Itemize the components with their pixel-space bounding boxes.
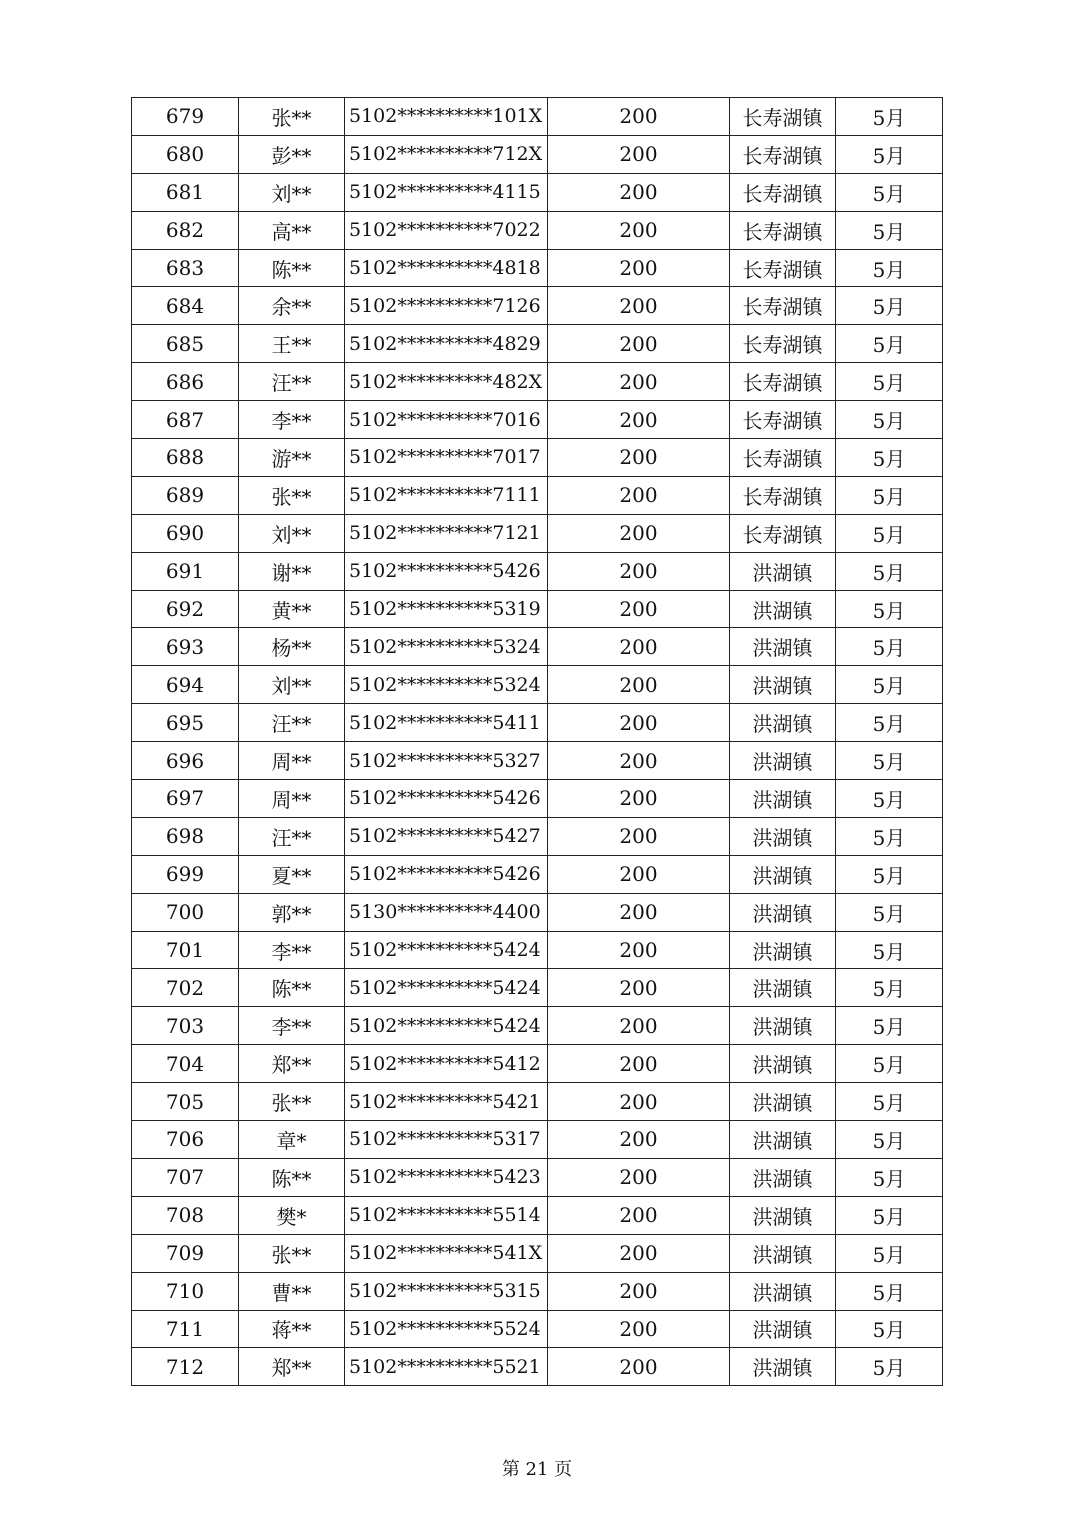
amount-cell: 200 <box>548 552 730 590</box>
id-number-cell: 5102**********5324 <box>345 666 548 704</box>
row-number-cell: 689 <box>132 476 239 514</box>
id-number-cell: 5102**********5423 <box>345 1158 548 1196</box>
month-cell: 5月 <box>836 1045 943 1083</box>
row-number-cell: 709 <box>132 1234 239 1272</box>
row-number-cell: 688 <box>132 439 239 477</box>
town-cell: 洪湖镇 <box>730 1272 836 1310</box>
amount-cell: 200 <box>548 666 730 704</box>
month-cell: 5月 <box>836 173 943 211</box>
row-number-cell: 693 <box>132 628 239 666</box>
name-cell: 张** <box>239 1234 345 1272</box>
amount-cell: 200 <box>548 98 730 136</box>
month-cell: 5月 <box>836 211 943 249</box>
month-cell: 5月 <box>836 1007 943 1045</box>
table-row <box>132 780 943 818</box>
id-number-cell: 5102**********7126 <box>345 287 548 325</box>
id-number-cell: 5102**********7017 <box>345 439 548 477</box>
row-number-cell: 682 <box>132 211 239 249</box>
name-cell: 周** <box>239 742 345 780</box>
row-number-cell: 698 <box>132 817 239 855</box>
id-number-cell: 5130**********4400 <box>345 893 548 931</box>
amount-cell: 200 <box>548 211 730 249</box>
month-cell: 5月 <box>836 931 943 969</box>
table-row <box>132 514 943 552</box>
month-cell: 5月 <box>836 855 943 893</box>
town-cell: 洪湖镇 <box>730 855 836 893</box>
id-number-cell: 5102**********4818 <box>345 249 548 287</box>
id-number-cell: 5102**********5327 <box>345 742 548 780</box>
name-cell: 刘** <box>239 514 345 552</box>
town-cell: 长寿湖镇 <box>730 476 836 514</box>
month-cell: 5月 <box>836 135 943 173</box>
id-number-cell: 5102**********712X <box>345 135 548 173</box>
id-number-cell: 5102**********5426 <box>345 552 548 590</box>
amount-cell: 200 <box>548 817 730 855</box>
id-number-cell: 5102**********5424 <box>345 969 548 1007</box>
town-cell: 洪湖镇 <box>730 817 836 855</box>
table-row <box>132 135 943 173</box>
name-cell: 樊* <box>239 1196 345 1234</box>
month-cell: 5月 <box>836 1348 943 1386</box>
table-row <box>132 1196 943 1234</box>
name-cell: 陈** <box>239 1158 345 1196</box>
amount-cell: 200 <box>548 1310 730 1348</box>
month-cell: 5月 <box>836 817 943 855</box>
row-number-cell: 683 <box>132 249 239 287</box>
row-number-cell: 695 <box>132 704 239 742</box>
table-row <box>132 1121 943 1159</box>
id-number-cell: 5102**********5319 <box>345 590 548 628</box>
name-cell: 余** <box>239 287 345 325</box>
name-cell: 陈** <box>239 969 345 1007</box>
month-cell: 5月 <box>836 1121 943 1159</box>
month-cell: 5月 <box>836 439 943 477</box>
id-number-cell: 5102**********5411 <box>345 704 548 742</box>
table-row <box>132 855 943 893</box>
name-cell: 张** <box>239 1083 345 1121</box>
town-cell: 洪湖镇 <box>730 1121 836 1159</box>
name-cell: 刘** <box>239 173 345 211</box>
month-cell: 5月 <box>836 552 943 590</box>
town-cell: 长寿湖镇 <box>730 325 836 363</box>
table-row <box>132 249 943 287</box>
id-number-cell: 5102**********5426 <box>345 855 548 893</box>
table-row <box>132 1007 943 1045</box>
row-number-cell: 690 <box>132 514 239 552</box>
id-number-cell: 5102**********7022 <box>345 211 548 249</box>
id-number-cell: 5102**********7111 <box>345 476 548 514</box>
town-cell: 长寿湖镇 <box>730 98 836 136</box>
amount-cell: 200 <box>548 893 730 931</box>
name-cell: 汪** <box>239 704 345 742</box>
town-cell: 洪湖镇 <box>730 1158 836 1196</box>
id-number-cell: 5102**********4829 <box>345 325 548 363</box>
name-cell: 章* <box>239 1121 345 1159</box>
table-row <box>132 325 943 363</box>
amount-cell: 200 <box>548 1121 730 1159</box>
month-cell: 5月 <box>836 249 943 287</box>
month-cell: 5月 <box>836 476 943 514</box>
row-number-cell: 700 <box>132 893 239 931</box>
town-cell: 长寿湖镇 <box>730 249 836 287</box>
month-cell: 5月 <box>836 666 943 704</box>
name-cell: 李** <box>239 931 345 969</box>
row-number-cell: 686 <box>132 363 239 401</box>
town-cell: 洪湖镇 <box>730 1348 836 1386</box>
id-number-cell: 5102**********5524 <box>345 1310 548 1348</box>
table-row <box>132 1348 943 1386</box>
town-cell: 洪湖镇 <box>730 969 836 1007</box>
month-cell: 5月 <box>836 325 943 363</box>
table-row <box>132 363 943 401</box>
name-cell: 汪** <box>239 363 345 401</box>
table-row <box>132 931 943 969</box>
id-number-cell: 5102**********5421 <box>345 1083 548 1121</box>
month-cell: 5月 <box>836 1158 943 1196</box>
name-cell: 夏** <box>239 855 345 893</box>
row-number-cell: 706 <box>132 1121 239 1159</box>
row-number-cell: 691 <box>132 552 239 590</box>
amount-cell: 200 <box>548 325 730 363</box>
row-number-cell: 707 <box>132 1158 239 1196</box>
name-cell: 游** <box>239 439 345 477</box>
town-cell: 长寿湖镇 <box>730 514 836 552</box>
name-cell: 杨** <box>239 628 345 666</box>
amount-cell: 200 <box>548 476 730 514</box>
id-number-cell: 5102**********5324 <box>345 628 548 666</box>
row-number-cell: 696 <box>132 742 239 780</box>
town-cell: 洪湖镇 <box>730 1234 836 1272</box>
name-cell: 郭** <box>239 893 345 931</box>
table-row <box>132 1272 943 1310</box>
town-cell: 洪湖镇 <box>730 1196 836 1234</box>
row-number-cell: 704 <box>132 1045 239 1083</box>
month-cell: 5月 <box>836 363 943 401</box>
month-cell: 5月 <box>836 287 943 325</box>
town-cell: 长寿湖镇 <box>730 401 836 439</box>
table-row <box>132 969 943 1007</box>
table-row <box>132 211 943 249</box>
row-number-cell: 680 <box>132 135 239 173</box>
amount-cell: 200 <box>548 1007 730 1045</box>
row-number-cell: 684 <box>132 287 239 325</box>
row-number-cell: 697 <box>132 780 239 818</box>
row-number-cell: 708 <box>132 1196 239 1234</box>
name-cell: 刘** <box>239 666 345 704</box>
town-cell: 长寿湖镇 <box>730 439 836 477</box>
amount-cell: 200 <box>548 780 730 818</box>
row-number-cell: 694 <box>132 666 239 704</box>
month-cell: 5月 <box>836 1083 943 1121</box>
month-cell: 5月 <box>836 780 943 818</box>
town-cell: 长寿湖镇 <box>730 211 836 249</box>
month-cell: 5月 <box>836 1310 943 1348</box>
town-cell: 洪湖镇 <box>730 931 836 969</box>
row-number-cell: 702 <box>132 969 239 1007</box>
town-cell: 长寿湖镇 <box>730 173 836 211</box>
month-cell: 5月 <box>836 401 943 439</box>
amount-cell: 200 <box>548 363 730 401</box>
town-cell: 洪湖镇 <box>730 742 836 780</box>
amount-cell: 200 <box>548 742 730 780</box>
id-number-cell: 5102**********5514 <box>345 1196 548 1234</box>
table-row <box>132 704 943 742</box>
table-row <box>132 1083 943 1121</box>
id-number-cell: 5102**********7016 <box>345 401 548 439</box>
table-row <box>132 1234 943 1272</box>
name-cell: 蒋** <box>239 1310 345 1348</box>
table-row <box>132 628 943 666</box>
amount-cell: 200 <box>548 249 730 287</box>
amount-cell: 200 <box>548 287 730 325</box>
amount-cell: 200 <box>548 704 730 742</box>
name-cell: 李** <box>239 401 345 439</box>
row-number-cell: 679 <box>132 98 239 136</box>
table-row <box>132 173 943 211</box>
table-row <box>132 590 943 628</box>
month-cell: 5月 <box>836 1272 943 1310</box>
table-row <box>132 1045 943 1083</box>
name-cell: 张** <box>239 476 345 514</box>
name-cell: 王** <box>239 325 345 363</box>
month-cell: 5月 <box>836 704 943 742</box>
table-row <box>132 287 943 325</box>
amount-cell: 200 <box>548 401 730 439</box>
id-number-cell: 5102**********5521 <box>345 1348 548 1386</box>
amount-cell: 200 <box>548 1196 730 1234</box>
name-cell: 黄** <box>239 590 345 628</box>
amount-cell: 200 <box>548 1234 730 1272</box>
id-number-cell: 5102**********541X <box>345 1234 548 1272</box>
row-number-cell: 712 <box>132 1348 239 1386</box>
town-cell: 长寿湖镇 <box>730 363 836 401</box>
roster-body <box>132 98 943 1386</box>
table-row <box>132 666 943 704</box>
table-row <box>132 439 943 477</box>
row-number-cell: 711 <box>132 1310 239 1348</box>
id-number-cell: 5102**********482X <box>345 363 548 401</box>
row-number-cell: 692 <box>132 590 239 628</box>
table-row <box>132 893 943 931</box>
row-number-cell: 681 <box>132 173 239 211</box>
amount-cell: 200 <box>548 1083 730 1121</box>
town-cell: 长寿湖镇 <box>730 135 836 173</box>
row-number-cell: 710 <box>132 1272 239 1310</box>
roster-table <box>131 97 943 1386</box>
id-number-cell: 5102**********5317 <box>345 1121 548 1159</box>
town-cell: 洪湖镇 <box>730 1045 836 1083</box>
table-row <box>132 552 943 590</box>
amount-cell: 200 <box>548 1158 730 1196</box>
name-cell: 彭** <box>239 135 345 173</box>
row-number-cell: 687 <box>132 401 239 439</box>
month-cell: 5月 <box>836 1234 943 1272</box>
amount-cell: 200 <box>548 514 730 552</box>
name-cell: 李** <box>239 1007 345 1045</box>
table-row <box>132 401 943 439</box>
table-row <box>132 476 943 514</box>
table-row <box>132 742 943 780</box>
month-cell: 5月 <box>836 1196 943 1234</box>
amount-cell: 200 <box>548 931 730 969</box>
id-number-cell: 5102**********5315 <box>345 1272 548 1310</box>
town-cell: 洪湖镇 <box>730 704 836 742</box>
town-cell: 洪湖镇 <box>730 590 836 628</box>
month-cell: 5月 <box>836 628 943 666</box>
amount-cell: 200 <box>548 439 730 477</box>
town-cell: 洪湖镇 <box>730 628 836 666</box>
name-cell: 张** <box>239 98 345 136</box>
id-number-cell: 5102**********5426 <box>345 780 548 818</box>
town-cell: 洪湖镇 <box>730 552 836 590</box>
id-number-cell: 5102**********5424 <box>345 1007 548 1045</box>
month-cell: 5月 <box>836 98 943 136</box>
id-number-cell: 5102**********101X <box>345 98 548 136</box>
table-row <box>132 98 943 136</box>
town-cell: 洪湖镇 <box>730 666 836 704</box>
name-cell: 陈** <box>239 249 345 287</box>
town-cell: 洪湖镇 <box>730 893 836 931</box>
row-number-cell: 701 <box>132 931 239 969</box>
amount-cell: 200 <box>548 173 730 211</box>
town-cell: 洪湖镇 <box>730 1007 836 1045</box>
month-cell: 5月 <box>836 590 943 628</box>
amount-cell: 200 <box>548 135 730 173</box>
table-row <box>132 1310 943 1348</box>
town-cell: 长寿湖镇 <box>730 287 836 325</box>
amount-cell: 200 <box>548 628 730 666</box>
row-number-cell: 685 <box>132 325 239 363</box>
page-number: 第 21 页 <box>501 1459 573 1480</box>
town-cell: 洪湖镇 <box>730 780 836 818</box>
amount-cell: 200 <box>548 855 730 893</box>
name-cell: 汪** <box>239 817 345 855</box>
name-cell: 高** <box>239 211 345 249</box>
month-cell: 5月 <box>836 514 943 552</box>
id-number-cell: 5102**********5427 <box>345 817 548 855</box>
row-number-cell: 705 <box>132 1083 239 1121</box>
id-number-cell: 5102**********5412 <box>345 1045 548 1083</box>
month-cell: 5月 <box>836 893 943 931</box>
id-number-cell: 5102**********5424 <box>345 931 548 969</box>
name-cell: 周** <box>239 780 345 818</box>
id-number-cell: 5102**********7121 <box>345 514 548 552</box>
amount-cell: 200 <box>548 1348 730 1386</box>
row-number-cell: 699 <box>132 855 239 893</box>
name-cell: 谢** <box>239 552 345 590</box>
name-cell: 曹** <box>239 1272 345 1310</box>
amount-cell: 200 <box>548 590 730 628</box>
id-number-cell: 5102**********4115 <box>345 173 548 211</box>
amount-cell: 200 <box>548 969 730 1007</box>
row-number-cell: 703 <box>132 1007 239 1045</box>
town-cell: 洪湖镇 <box>730 1083 836 1121</box>
amount-cell: 200 <box>548 1272 730 1310</box>
name-cell: 郑** <box>239 1045 345 1083</box>
town-cell: 洪湖镇 <box>730 1310 836 1348</box>
table-row <box>132 817 943 855</box>
month-cell: 5月 <box>836 742 943 780</box>
name-cell: 郑** <box>239 1348 345 1386</box>
table-row <box>132 1158 943 1196</box>
month-cell: 5月 <box>836 969 943 1007</box>
amount-cell: 200 <box>548 1045 730 1083</box>
